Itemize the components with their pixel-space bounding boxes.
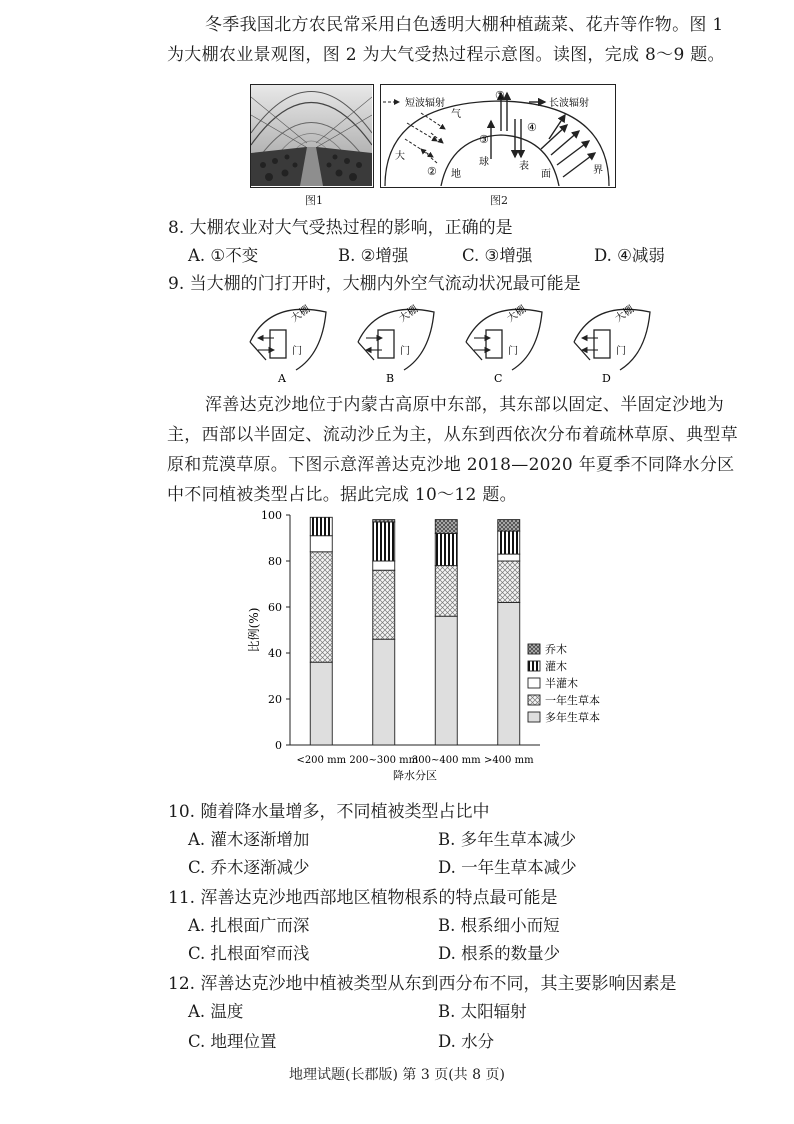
- door-label: 门: [508, 346, 518, 357]
- greenhouse-label: 大棚: [397, 303, 421, 325]
- legend-swatch: [528, 644, 540, 654]
- q9-svg: [240, 298, 660, 388]
- x-tick-label: >400 mm: [483, 755, 534, 766]
- char-qi: 气: [451, 109, 461, 120]
- intro2-line3: 原和荒漠草原。下图示意浑善达克沙地 2018—2020 年夏季不同降水分区: [167, 455, 735, 475]
- fig1-caption: 图1: [305, 194, 323, 207]
- vegetation-chart-svg: [240, 505, 620, 795]
- legend-label: 乔木: [545, 643, 567, 656]
- page-footer: 地理试题(长郡版) 第 3 页(共 8 页): [289, 1067, 505, 1083]
- greenhouse-outline: [574, 309, 650, 370]
- greenhouse-label: 大棚: [613, 303, 637, 325]
- y-tick-label: 20: [268, 693, 282, 706]
- char-mian: 面: [541, 169, 551, 180]
- q11-option-d: D. 根系的数量少: [438, 944, 561, 963]
- y-tick-label: 40: [268, 647, 282, 660]
- greenhouse-base: [574, 342, 590, 360]
- bar-segment: [435, 520, 457, 534]
- bar-segment: [498, 531, 520, 554]
- label-n2: ②: [427, 165, 437, 178]
- door-label: 门: [400, 346, 410, 357]
- atmosphere-heating-diagram: [380, 84, 616, 188]
- bar-segment: [373, 520, 395, 522]
- intro2-line2: 主，西部以半固定、流动沙丘为主，从东到西依次分布着疏林草原、典型草: [167, 425, 738, 445]
- greenhouse-label: 大棚: [289, 303, 313, 325]
- door-label: 门: [616, 346, 626, 357]
- greenhouse-label: 大棚: [505, 303, 529, 325]
- q9-option-label-c: C: [494, 372, 503, 385]
- char-da: 大: [395, 151, 405, 162]
- q9-options-figure: [240, 298, 660, 388]
- greenhouse-outline: [358, 309, 434, 370]
- shortwave-label: 短波辐射: [405, 98, 445, 109]
- q10-option-c: C. 乔木逐渐减少: [188, 858, 310, 877]
- label-n1: ①: [495, 89, 505, 102]
- greenhouse-outline: [466, 309, 542, 370]
- q12-option-c: C. 地理位置: [188, 1032, 277, 1051]
- bar-segment: [310, 536, 332, 552]
- bar-segment: [373, 561, 395, 570]
- y-tick-label: 80: [268, 555, 282, 568]
- q11-option-b: B. 根系细小而短: [438, 916, 560, 935]
- greenhouse-base: [250, 342, 266, 360]
- q8-option-b: B. ②增强: [338, 246, 409, 265]
- bar-segment: [498, 561, 520, 602]
- q10-option-a: A. 灌木逐渐增加: [188, 830, 310, 849]
- legend-label: 一年生草本: [545, 694, 600, 707]
- q9-option-d-figure: [574, 302, 650, 385]
- q11-option-c: C. 扎根面窄而浅: [188, 944, 310, 963]
- door-frame: [270, 330, 286, 358]
- bar-segment: [373, 570, 395, 639]
- q11-option-a: A. 扎根面广而深: [188, 916, 310, 935]
- legend-swatch: [528, 695, 540, 705]
- bar-segment: [373, 639, 395, 745]
- bar-segment: [310, 552, 332, 662]
- door-frame: [594, 330, 610, 358]
- y-tick-label: 60: [268, 601, 282, 614]
- legend-label: 多年生草本: [545, 711, 600, 724]
- label-n4: ④: [527, 121, 537, 134]
- intro1-line2: 为大棚农业景观图，图 2 为大气受热过程示意图。读图，完成 8～9 题。: [167, 45, 725, 65]
- bar-segment: [498, 520, 520, 532]
- vegetation-chart: [240, 505, 620, 795]
- bar-segment: [435, 566, 457, 617]
- q12-option-d: D. 水分: [438, 1032, 495, 1051]
- door-frame: [378, 330, 394, 358]
- char-qiu: 球: [479, 157, 489, 168]
- legend-label: 半灌木: [545, 677, 578, 690]
- q9-option-label-d: D: [602, 372, 611, 385]
- x-tick-label: 300~400 mm: [411, 755, 481, 766]
- bar-segment: [310, 517, 332, 535]
- legend-swatch: [528, 678, 540, 688]
- legend-label: 灌木: [545, 660, 567, 673]
- legend-swatch: [528, 712, 540, 722]
- label-n3: ③: [479, 133, 489, 146]
- atmosphere-diagram-svg: [381, 85, 614, 186]
- q12-option-b: B. 太阳辐射: [438, 1002, 527, 1021]
- intro2-line4: 中不同植被类型占比。据此完成 10～12 题。: [167, 485, 517, 505]
- y-tick-label: 100: [261, 509, 282, 522]
- fig2-caption: 图2: [490, 194, 508, 207]
- q8-option-d: D. ④减弱: [594, 246, 665, 265]
- q9-option-label-a: A: [278, 372, 286, 385]
- char-di: 地: [451, 169, 461, 180]
- q12-option-a: A. 温度: [188, 1002, 244, 1021]
- char-biao: 表: [519, 161, 529, 172]
- longwave-label: 长波辐射: [549, 98, 589, 109]
- q12-stem: 12. 浑善达克沙地中植被类型从东到西分布不同，其主要影响因素是: [168, 974, 677, 994]
- bar-segment: [435, 616, 457, 745]
- q10-stem: 10. 随着降水量增多，不同植被类型占比中: [168, 802, 490, 822]
- q9-option-label-b: B: [386, 372, 395, 385]
- door-frame: [486, 330, 502, 358]
- greenhouse-base: [358, 342, 374, 360]
- bar-segment: [373, 522, 395, 561]
- bar-segment: [435, 533, 457, 565]
- x-tick-label: <200 mm: [296, 755, 347, 766]
- greenhouse-photo: [250, 84, 374, 188]
- y-axis-title: 比例(%): [247, 607, 261, 653]
- bar-segment: [498, 602, 520, 745]
- q8-option-c: C. ③增强: [462, 246, 533, 265]
- q11-stem: 11. 浑善达克沙地西部地区植物根系的特点最可能是: [168, 888, 558, 908]
- q10-option-d: D. 一年生草本减少: [438, 858, 577, 877]
- intro2-line1: 浑善达克沙地位于内蒙古高原中东部，其东部以固定、半固定沙地为: [205, 395, 724, 415]
- door-label: 门: [292, 346, 302, 357]
- q9-option-c-figure: [466, 302, 542, 385]
- x-axis-title: 降水分区: [393, 769, 437, 782]
- q10-option-b: B. 多年生草本减少: [438, 830, 577, 849]
- char-jie: 界: [593, 165, 603, 176]
- x-tick-label: 200~300 mm: [349, 755, 419, 766]
- y-tick-label: 0: [275, 739, 282, 752]
- q9-stem: 9. 当大棚的门打开时，大棚内外空气流动状况最可能是: [168, 274, 581, 294]
- q9-option-b-figure: [358, 302, 434, 385]
- legend-swatch: [528, 661, 540, 671]
- bar-segment: [498, 554, 520, 561]
- greenhouse-outline: [250, 309, 326, 370]
- bar-segment: [310, 662, 332, 745]
- intro1-line1: 冬季我国北方农民常采用白色透明大棚种植蔬菜、花卉等作物。图 1: [205, 15, 724, 35]
- q9-option-a-figure: [250, 302, 326, 385]
- q8-stem: 8. 大棚农业对大气受热过程的影响，正确的是: [168, 218, 513, 238]
- greenhouse-base: [466, 342, 482, 360]
- q8-option-a: A. ①不变: [188, 246, 259, 265]
